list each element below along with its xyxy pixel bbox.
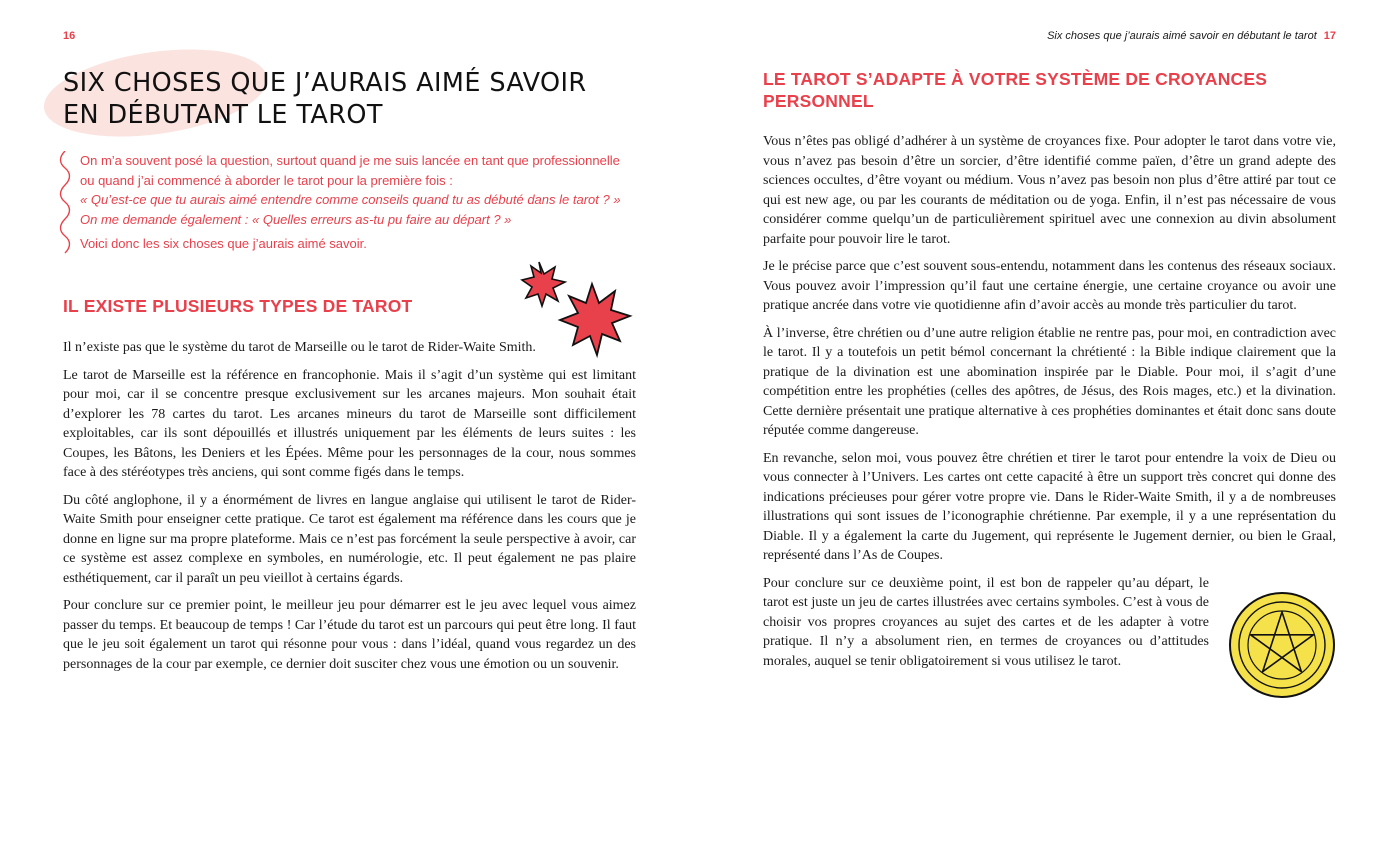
paragraph: Vous n’êtes pas obligé d’adhérer à un système de croyances fixe. Pour adopter le tarot dans votre vie, vous n’avez pas besoin d’être un sorcier, d’être identifié comme païen, d’être un grand adepte des sciences occultes, d’être voyant ou médium. Vous n’avez pas besoin non plus d’être attiré par tout ce qui est new age, ou par les courants de méditation ou de yoga. Enfin, il n’est pas nécessaire de vous considérer comme quelqu’un de particulièrement spirituel avec une connexion au divin absolument parfaite pour pouvoir lire le tarot. (763, 134, 1336, 247)
chapter-title-line-1: SIX CHOSES QUE J’AURAIS AIMÉ SAVOIR (63, 68, 587, 98)
pentacle-coin-icon (1228, 591, 1336, 699)
paragraph: Pour conclure sur ce deuxième point, il est bon de rappeler qu’au départ, le tarot est juste un jeu de cartes illustrées avec certains symboles. C’est à vous de choisir vos propres croyances au sujet des cartes et de les adapter à votre pratique. Il n’y a absolument rien, en termes de croyances ou d’attitudes morales, auquel se tenir obligatoirement si vous utilisez le tarot. (763, 575, 1209, 669)
section-heading-types: IL EXISTE PLUSIEURS TYPES DE TAROT (63, 296, 413, 316)
intro-block (80, 151, 636, 254)
running-header (1047, 30, 1336, 42)
right-page (700, 0, 1399, 848)
paragraph: Je le précise parce que c’est souvent sous-entendu, notamment dans les contenus des réseaux sociaux. Vous pouvez avoir l’impression qu’il faut une certaine énergie, une certaine croyance ou avoir une pratique ancrée dans votre vie quotidienne afin d’avoir accès au monde très particulier du tarot. (763, 259, 1336, 313)
page-number-right: 17 (1323, 30, 1336, 42)
intro-quote-2: On me demande également : « Quelles erreurs as-tu pu faire au départ ? » (80, 211, 512, 227)
body-text-left (63, 338, 636, 682)
paragraph: Du côté anglophone, il y a énormément de livres en langue anglaise qui utilisent le tarot de Rider-Waite Smith pour enseigner cette pratique. Ce tarot est également ma référence dans les cours que je donne en ligne sur ma propre plateforme. Mais ce n’est pas forcément la seule perspective à avoir, car ce système est assez complexe en symboles, en numérologie, etc. Il peut également ne pas plaire esthétiquement, car il paraît un peu vieillot à certains égards. (63, 492, 636, 586)
squiggle-line-icon (58, 151, 72, 255)
paragraph: En revanche, selon moi, vous pouvez être chrétien et tirer le tarot pour entendre la voix de Dieu ou vous connecter à l’Univers. Les cartes ont cette capacité à être un support très concret qui donne des indications précieuses pour gérer votre propre vie. Dans le Rider-Waite Smith, il y a de nombreuses illustrations qui sont issues de l’iconographie chrétienne. Par exemple, il y a une représentation du Diable. Il y a également la carte du Jugement, qui représente le Jugement dernier, ou bien le Graal, représenté dans l’As de Coupes. (763, 450, 1336, 563)
running-title: Six choses que j’aurais aimé savoir en débutant le tarot (1047, 30, 1317, 42)
section-heading-beliefs: LE TAROT S’ADAPTE À VOTRE SYSTÈME DE CROYANCES PERSONNEL (763, 69, 1268, 111)
intro-closing: Voici donc les six choses que j’aurais aimé savoir. (80, 236, 367, 251)
paragraph: Pour conclure sur ce premier point, le meilleur jeu pour démarrer est le jeu avec lequel vous aimez passer du temps. Et beaucoup de temps ! Car l’étude du tarot est un parcours qui peut être long. Il faut que le jeu soit également un tarot qui résonne pour vous : dans l’idéal, quand vous regardez un des personnages de la cour par exemple, ce dernier doit susciter chez vous une émotion ou un souvenir. (63, 598, 636, 672)
chapter-title (63, 67, 623, 131)
chapter-title-line-2: EN DÉBUTANT LE TAROT (63, 100, 383, 130)
paragraph: Il n’existe pas que le système du tarot de Marseille ou le tarot de Rider-Waite Smith. (63, 340, 536, 355)
paragraph: Le tarot de Marseille est la référence en francophonie. Mais il s’agit d’un système qui est limitant pour moi, car il se concentre presque exclusivement sur les arcanes majeurs. Mon souhait était d’explorer les 78 cartes du tarot. Les arcanes mineurs du tarot de Marseille sont difficilement exploitables, car ils sont dépouillés et illustrés uniquement par les éléments de leurs suites : les Coupes, les Bâtons, les Deniers et les Épées. Même pour les personnages de la cour, nous sommes face à des stéréotypes très anciens, qui sont comme figés dans le temps. (63, 367, 636, 480)
page-number-left: 16 (63, 30, 76, 42)
intro-quote-1: « Qu’est-ce que tu aurais aimé entendre comme conseils quand tu as débuté dans le tarot ? » (80, 192, 621, 207)
intro-text: On m’a souvent posé la question, surtout quand je me suis lancée en tant que professionnelle ou quand j’ai commencé à aborder le tarot pour la première fois : (80, 153, 620, 188)
paragraph: À l’inverse, être chrétien ou d’une autre religion établie ne rentre pas, pour moi, en contradiction avec le tarot. Il y a toutefois un petit bémol concernant la chrétienté : la Bible indique clairement que la pratique de la divination est une abomination inspirée par le Diable. Pour moi, il s’agit d’une compétition entre les prophéties (celles des apôtres, de Jésus, des Rois mages, etc.) et la divination. Cette dernière présentait une pratique alternative à ces prophéties dominantes et était donc sans doute réputée comme dangereuse. (763, 325, 1336, 438)
